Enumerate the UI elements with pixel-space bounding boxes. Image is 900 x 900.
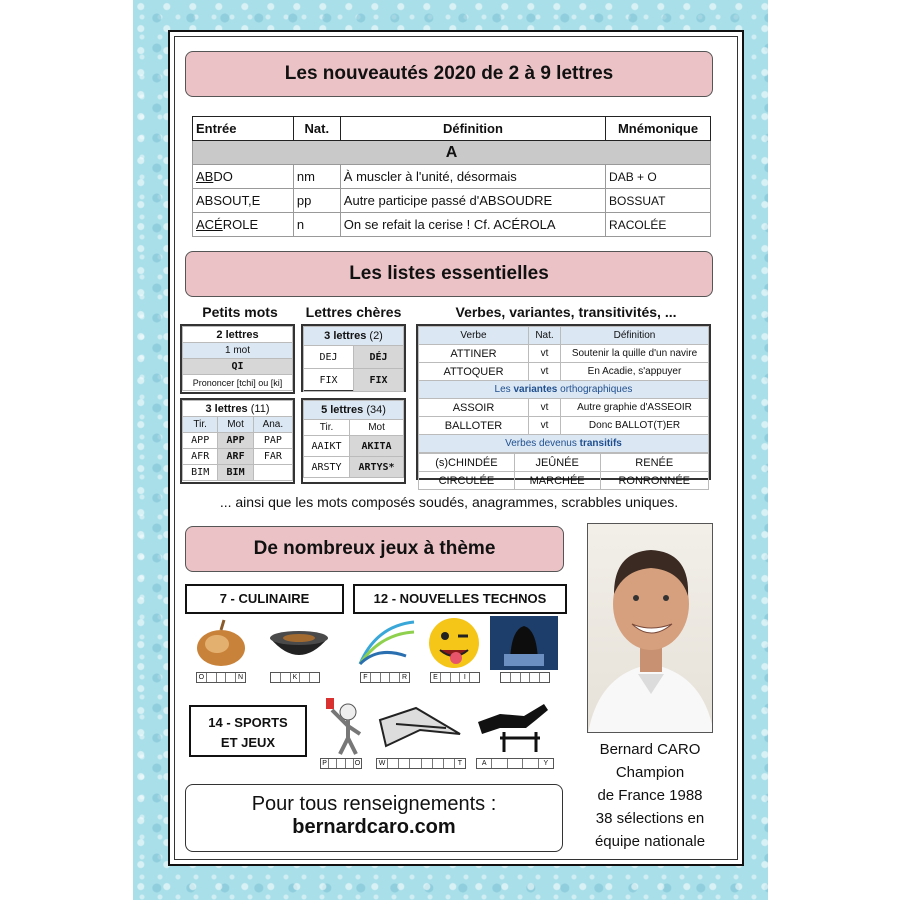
tir-cell: ARSTY xyxy=(304,457,350,478)
tir-cell: FIX xyxy=(304,369,354,392)
mnemo-cell: RACOLÉE xyxy=(606,213,711,237)
letter-slot: K xyxy=(291,673,301,682)
col-head-lettres-cheres: Lettres chères xyxy=(305,304,402,320)
fiber-optic-image xyxy=(356,616,418,668)
table-row xyxy=(183,433,293,449)
def-cell: Donc BALLOT(T)ER xyxy=(561,417,709,435)
entry-underlined: AB xyxy=(196,169,214,184)
word-slots xyxy=(476,758,554,769)
five-letters-box xyxy=(301,398,406,484)
trans-cell: MARCHÉE xyxy=(514,472,600,490)
letter-slot xyxy=(451,673,461,682)
letter-slot xyxy=(281,673,291,682)
slot-strip xyxy=(360,672,410,683)
trans-title-b: transitifs xyxy=(579,438,622,449)
verb-cell: BALLOTER xyxy=(419,417,529,435)
letter-slot: O xyxy=(354,760,361,767)
table-row xyxy=(419,472,709,490)
three-letters-box xyxy=(180,398,295,484)
five-letters-title xyxy=(304,401,404,420)
bio-line: de France 1988 xyxy=(597,787,703,804)
three-cheres-count: (2) xyxy=(369,330,383,342)
bio-line: 38 sélections en xyxy=(595,810,705,827)
letter-slot xyxy=(530,673,540,682)
letter-slot xyxy=(441,673,451,682)
def-cell: En Acadie, s'appuyer xyxy=(561,363,709,381)
letter-slot xyxy=(371,673,381,682)
word-slots xyxy=(360,672,410,683)
verb-cell: ASSOIR xyxy=(419,399,529,417)
nouveautes-table xyxy=(192,116,711,237)
letter-slot: Y xyxy=(543,760,549,767)
letter-slot xyxy=(511,673,521,682)
bio-caption xyxy=(565,738,735,853)
header-nat: Nat. xyxy=(293,117,340,141)
three-cheres-label: 3 lettres xyxy=(324,330,367,342)
theme-technos: 12 - NOUVELLES TECHNOS xyxy=(353,584,567,614)
letter-slot: F xyxy=(361,673,371,682)
two-letters-sub: 1 mot xyxy=(183,343,293,359)
three-letters-title xyxy=(183,401,293,417)
table-row xyxy=(419,399,709,417)
letter-slot xyxy=(337,759,345,768)
trans-title-a: Verbes devenus xyxy=(505,438,580,449)
header-entree: Entrée xyxy=(193,117,294,141)
portrait-image xyxy=(588,524,713,733)
letter-slot xyxy=(329,759,337,768)
variants-title xyxy=(419,381,709,399)
nat-cell: vt xyxy=(529,363,561,381)
word-slots xyxy=(430,672,480,683)
header-definition: Définition xyxy=(340,117,605,141)
mot-cell: BIM xyxy=(218,465,253,481)
letter-slot xyxy=(521,673,531,682)
letter-band-row xyxy=(193,141,711,165)
variants-title-a: Les xyxy=(494,384,514,395)
entry-cell xyxy=(193,165,294,189)
variants-title-b: variantes xyxy=(513,384,558,395)
five-letters-label: 5 lettres xyxy=(321,404,364,416)
verbs-header-row xyxy=(419,327,709,345)
def-cell: Autre graphie d'ASSEOIR xyxy=(561,399,709,417)
variants-title-c: orthographiques xyxy=(557,384,633,395)
three-head-ana: Ana. xyxy=(253,417,292,433)
letter-slot xyxy=(207,673,217,682)
letter-slot: E xyxy=(431,673,441,682)
table-row xyxy=(183,465,293,481)
letter-slot xyxy=(399,759,410,768)
letter-slot xyxy=(381,673,391,682)
entry-rest: DO xyxy=(213,169,233,184)
ana-cell: FAR xyxy=(253,449,292,465)
word-slots xyxy=(196,672,246,683)
letter-slot: W xyxy=(377,759,388,768)
mot-cell: APP xyxy=(218,433,253,449)
trans-cell: (s)CHINDÉE xyxy=(419,454,515,472)
letter-slot xyxy=(300,673,310,682)
table-row xyxy=(419,345,709,363)
bio-line: équipe nationale xyxy=(594,833,706,850)
table-row xyxy=(193,189,711,213)
mot-cell: FIX xyxy=(354,369,404,392)
letter-slot: P xyxy=(321,759,329,768)
three-letters-label: 3 lettres xyxy=(205,402,248,415)
tir-cell: BIM xyxy=(183,465,218,481)
table-header-row xyxy=(193,117,711,141)
wingsuit-image xyxy=(376,700,462,752)
letter-slot xyxy=(422,759,433,768)
letter-slot xyxy=(217,673,227,682)
two-letters-word: QI xyxy=(183,359,293,375)
nat-cell: pp xyxy=(293,189,340,213)
mot-cell: DÉJ xyxy=(354,346,404,369)
letter-slot xyxy=(492,759,507,768)
header-mnemonique: Mnémonique xyxy=(606,117,711,141)
letter-slot xyxy=(390,673,400,682)
info-box xyxy=(185,784,563,852)
def-cell: Autre participe passé d'ABSOUDRE xyxy=(340,189,605,213)
table-row xyxy=(183,449,293,465)
trans-cell: RONRONNÉE xyxy=(600,472,709,490)
nat-cell: n xyxy=(293,213,340,237)
mnemo-cell: BOSSUAT xyxy=(606,189,711,213)
hacker-image xyxy=(490,616,558,670)
col-head-petits-mots: Petits mots xyxy=(202,304,278,320)
letter-slot: R xyxy=(402,674,408,681)
entry-underlined: ACÉ xyxy=(196,217,223,232)
five-head-mot: Mot xyxy=(350,420,404,436)
bio-line: Champion xyxy=(615,764,685,781)
mot-cell: ARF xyxy=(218,449,253,465)
def-cell: À muscler à l'unité, désormais xyxy=(340,165,605,189)
def-cell: Soutenir la quille d'un navire xyxy=(561,345,709,363)
verbs-head-def: Définition xyxy=(561,327,709,345)
transitive-title xyxy=(419,435,709,453)
dog-agility-image xyxy=(470,698,552,754)
letter-slot xyxy=(310,673,319,682)
ana-cell: PAP xyxy=(253,433,292,449)
letter-slot xyxy=(271,673,281,682)
table-row xyxy=(304,436,404,457)
verb-cell: ATTINER xyxy=(419,345,529,363)
bio-line: Bernard CARO xyxy=(599,741,701,758)
col-head-verbes: Verbes, variantes, transitivités, ... xyxy=(455,304,677,320)
five-head-tir: Tir. xyxy=(304,420,350,436)
letter-slot xyxy=(540,673,549,682)
two-letters-box xyxy=(180,324,295,394)
tir-cell: DEJ xyxy=(304,346,354,369)
theme-sports-line2: ET JEUX xyxy=(220,735,276,750)
letter-slot xyxy=(226,673,236,682)
letter-slot xyxy=(523,759,538,768)
lists-title: Les listes essentielles xyxy=(349,263,549,284)
games-title: De nombreux jeux à thème xyxy=(253,538,496,559)
word-slots xyxy=(270,672,320,683)
main-title: Les nouveautés 2020 de 2 à 9 lettres xyxy=(284,63,614,84)
letter-slot: T xyxy=(457,760,463,767)
referee-figure-image xyxy=(320,696,368,758)
letter-slot xyxy=(388,759,399,768)
letter-slot xyxy=(346,759,354,768)
lists-banner xyxy=(185,251,713,297)
theme-sports xyxy=(189,705,307,757)
letter-band: A xyxy=(193,141,711,165)
tir-cell: AFR xyxy=(183,449,218,465)
nat-cell: vt xyxy=(529,345,561,363)
letter-slot: N xyxy=(238,674,244,681)
letter-slot xyxy=(410,759,421,768)
trans-cell: CIRCULÉE xyxy=(419,472,515,490)
nat-cell: nm xyxy=(293,165,340,189)
three-head-mot: Mot xyxy=(218,417,253,433)
word-slots xyxy=(500,672,550,683)
table-row xyxy=(304,457,404,478)
letter-slot: O xyxy=(197,673,207,682)
word-slots xyxy=(376,758,466,769)
table-row xyxy=(419,363,709,381)
three-letters-cheres-box xyxy=(301,324,406,392)
table-row xyxy=(304,346,404,369)
letter-slot xyxy=(508,759,523,768)
three-cheres-title xyxy=(304,327,404,346)
slot-strip xyxy=(430,672,480,683)
main-title-banner xyxy=(185,51,713,97)
theme-sports-line1: 14 - SPORTS xyxy=(208,715,288,730)
five-letters-count: (34) xyxy=(366,404,386,416)
games-banner xyxy=(185,526,564,572)
emoji-image xyxy=(426,616,482,670)
also-text: ... ainsi que les mots composés soudés, anagrammes, scrabbles uniques. xyxy=(219,494,679,510)
table-row xyxy=(419,454,709,472)
table-row xyxy=(419,417,709,435)
letter-slot xyxy=(470,673,479,682)
letter-slot xyxy=(444,759,455,768)
onion-image xyxy=(192,618,250,668)
slot-strip xyxy=(376,758,466,769)
mot-cell: ARTYS* xyxy=(350,457,404,478)
letter-slot xyxy=(433,759,444,768)
nat-cell: vt xyxy=(529,399,561,417)
slot-strip xyxy=(196,672,246,683)
flyer-card xyxy=(168,30,744,866)
letter-slot xyxy=(501,673,511,682)
table-row xyxy=(193,213,711,237)
letter-slot: A xyxy=(477,759,492,768)
trans-cell: JEÛNÉE xyxy=(514,454,600,472)
trans-cell: RENÉE xyxy=(600,454,709,472)
verb-cell: ATTOQUER xyxy=(419,363,529,381)
nat-cell: vt xyxy=(529,417,561,435)
website-link[interactable]: bernardcaro.com xyxy=(292,816,456,838)
slot-strip xyxy=(476,758,554,769)
wok-image xyxy=(262,624,336,664)
entry-rest: ABSOUT,E xyxy=(196,193,261,208)
slot-strip xyxy=(500,672,550,683)
ana-cell xyxy=(253,465,292,481)
mnemo-cell: DAB + O xyxy=(606,165,711,189)
tir-cell: APP xyxy=(183,433,218,449)
table-row xyxy=(193,165,711,189)
table-row xyxy=(304,369,404,392)
three-head-tir: Tir. xyxy=(183,417,218,433)
two-letters-note: Prononcer [tchi] ou [ki] xyxy=(183,375,293,391)
theme-culinaire: 7 - CULINAIRE xyxy=(185,584,344,614)
word-slots xyxy=(320,758,362,769)
portrait-photo xyxy=(587,523,713,733)
def-cell: On se refait la cerise ! Cf. ACÉROLA xyxy=(340,213,605,237)
letter-slot: I xyxy=(460,673,470,682)
verbs-box xyxy=(416,324,711,487)
two-letters-title: 2 lettres xyxy=(183,327,293,343)
entry-rest: ROLE xyxy=(222,217,259,232)
mot-cell: AKITA xyxy=(350,436,404,457)
entry-cell xyxy=(193,189,294,213)
three-letters-count: (11) xyxy=(250,402,270,415)
entry-cell xyxy=(193,213,294,237)
tir-cell: AAIKT xyxy=(304,436,350,457)
slot-strip xyxy=(320,758,362,769)
verbs-head-nat: Nat. xyxy=(529,327,561,345)
verbs-head-verbe: Verbe xyxy=(419,327,529,345)
slot-strip xyxy=(270,672,320,683)
info-line1: Pour tous renseignements : xyxy=(251,793,497,815)
